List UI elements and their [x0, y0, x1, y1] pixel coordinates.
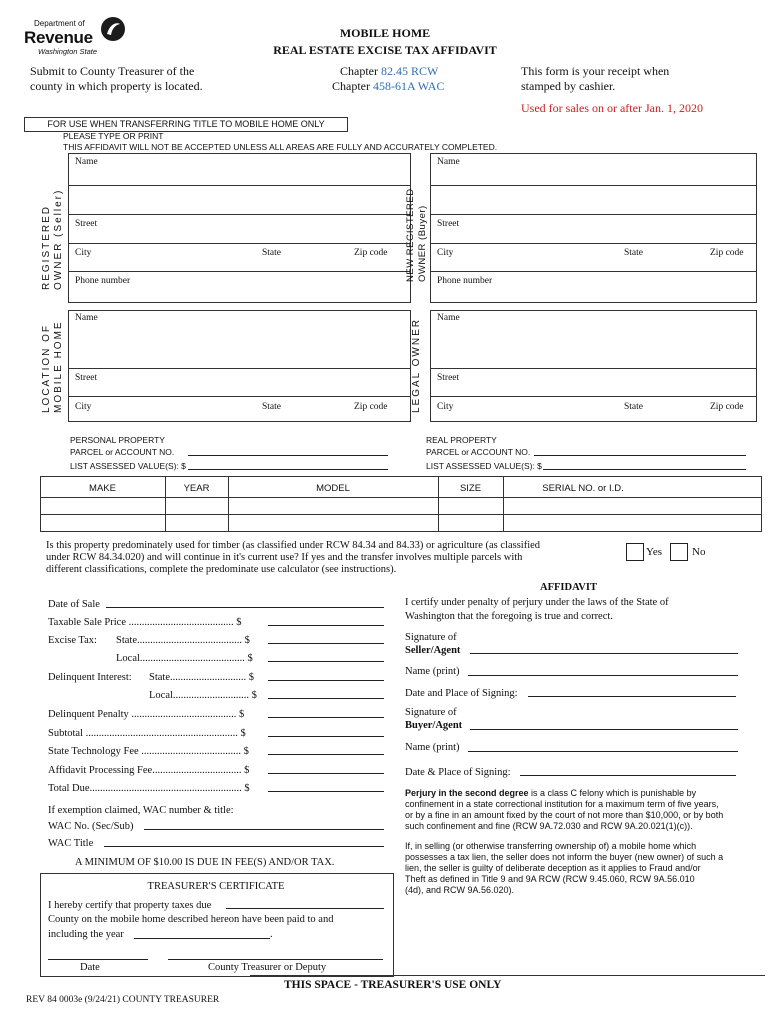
delinquent-state-input[interactable] [268, 680, 384, 681]
exemption-label: If exemption claimed, WAC number & title: [48, 805, 234, 816]
treasurer-line-2: County on the mobile home described hereon have been paid to and [48, 914, 334, 925]
buyer-name-print-input[interactable] [468, 751, 738, 752]
seller-name-label: Name [75, 157, 98, 167]
logo-line-2: Revenue [24, 28, 93, 47]
real-parcel-label-2: PARCEL or ACCOUNT NO. [426, 447, 531, 457]
buyer-section-label [405, 188, 429, 282]
wac-no-label: WAC No. (Sec/Sub) [48, 821, 134, 832]
treasurer-signature-input[interactable] [168, 959, 383, 960]
lien-line-1: If, in selling (or otherwise transferring ownership of) a mobile home which [405, 841, 697, 851]
logo-line-3: Washington State [38, 47, 98, 56]
processing-fee-input[interactable] [268, 773, 384, 774]
delinquent-penalty-label: Delinquent Penalty ........................................ $ [48, 709, 245, 720]
buyer-rule [430, 185, 757, 186]
timber-question-3: different classifications, complete the predominate use calculator (see instructions). [46, 564, 397, 575]
timber-yes-label: Yes [646, 546, 663, 558]
location-label-line-2: MOBILE HOME [53, 320, 64, 413]
excise-tax-label: Excise Tax: [48, 635, 97, 646]
logo-line-1: Department of [34, 19, 85, 28]
real-assessed-input[interactable] [543, 469, 746, 470]
perjury-rest: is a class C felony which is punishable by [528, 788, 697, 798]
buyer-agent-label: Buyer/Agent [405, 720, 463, 731]
perjury-line-3: or by a fine in an amount fixed by the court of not more than $10,000, or by both [405, 810, 724, 820]
location-label-line-1: LOCATION OF [41, 323, 52, 413]
buyer-date-place-label: Date & Place of Signing: [405, 767, 511, 778]
buyer-name-label: Name [437, 157, 460, 167]
date-of-sale-label: Date of Sale [48, 599, 100, 610]
excise-local-label: Local........................................ $ [116, 653, 253, 664]
wac-title-label: WAC Title [48, 838, 94, 849]
tech-fee-label: State Technology Fee ...................................... $ [48, 746, 249, 757]
subtotal-label: Subtotal .......................................................... $ [48, 728, 246, 739]
chapter-link-rcw[interactable]: 82.45 RCW [381, 64, 439, 78]
legal-rule [430, 368, 757, 369]
seller-agent-label: Seller/Agent [405, 645, 461, 656]
location-section-label [41, 320, 65, 413]
table-header-model: MODEL [316, 483, 350, 494]
affidavit-certify-2: Washington that the foregoing is true and correct. [405, 611, 613, 622]
buyer-phone-label: Phone number [437, 276, 493, 286]
table-header-size: SIZE [459, 483, 482, 494]
timber-yes-checkbox[interactable] [626, 543, 644, 561]
buyer-signature-input[interactable] [470, 729, 738, 730]
real-parcel-input[interactable] [534, 455, 746, 456]
processing-fee-label: Affidavit Processing Fee.................................. $ [48, 765, 250, 776]
seller-label-line-1: REGISTERED [41, 204, 52, 290]
seller-section-label [41, 189, 65, 290]
type-print-text: PLEASE TYPE OR PRINT [63, 131, 164, 141]
personal-assessed-input[interactable] [188, 469, 388, 470]
page-title-2: REAL ESTATE EXCISE TAX AFFIDAVIT [273, 43, 497, 57]
buyer-state-label: State [624, 248, 643, 258]
delinquent-local-input[interactable] [268, 698, 384, 699]
buyer-zip-label: Zip code [710, 248, 744, 258]
location-street-label: Street [75, 373, 98, 383]
taxable-price-label: Taxable Sale Price ........................................ $ [48, 617, 242, 628]
chapter-line-2 [332, 79, 444, 94]
seller-phone-label: Phone number [75, 276, 131, 286]
treasurer-date-input[interactable] [48, 959, 148, 960]
total-due-label: Total Due.......................................................... $ [48, 783, 250, 794]
seller-rule [68, 271, 411, 272]
seller-sig-of-label: Signature of [405, 632, 457, 643]
use-when-text: FOR USE WHEN TRANSFERRING TITLE TO MOBILE HOME ONLY [47, 119, 325, 129]
date-of-sale-input[interactable] [106, 607, 384, 608]
seller-city-label: City [75, 248, 92, 258]
delinquent-local-label: Local............................. $ [149, 690, 257, 701]
perjury-bold: Perjury in the second degree [405, 788, 529, 798]
buyer-street-label: Street [437, 219, 460, 229]
location-zip-label: Zip code [354, 402, 388, 412]
minimum-fee-notice: A MINIMUM OF $10.00 IS DUE IN FEE(S) AND/OR TAX. [75, 857, 335, 868]
seller-name-print-label: Name (print) [405, 666, 460, 677]
delinquent-interest-label: Delinquent Interest: [48, 672, 132, 683]
excise-local-input[interactable] [268, 661, 384, 662]
treasurer-deputy-label: County Treasurer or Deputy [208, 962, 327, 973]
tech-fee-input[interactable] [268, 754, 384, 755]
location-city-label: City [75, 402, 92, 412]
chapter-label: Chapter [340, 64, 378, 78]
timber-no-checkbox[interactable] [670, 543, 688, 561]
seller-rule [68, 185, 411, 186]
buyer-rule [430, 271, 757, 272]
legal-rule [430, 396, 757, 397]
perjury-line-2: confinement in a state correctional institution for a maximum term of five years, [405, 799, 719, 809]
treasurer-use-rule [250, 975, 765, 976]
legal-owner-section-label [411, 318, 423, 413]
delinquent-penalty-input[interactable] [268, 717, 384, 718]
timber-no-label: No [692, 546, 706, 558]
buyer-sig-of-label: Signature of [405, 707, 457, 718]
taxable-price-input[interactable] [268, 625, 384, 626]
timber-question-1: Is this property predominately used for timber (as classified under RCW 84.34 and 84.33) or agriculture (as classified [46, 540, 541, 551]
table-header-rule [40, 497, 762, 498]
treasurer-line-3: including the year [48, 929, 124, 940]
page-title-1: MOBILE HOME [339, 26, 431, 40]
seller-state-label: State [262, 248, 281, 258]
treasurer-year-input[interactable] [134, 938, 270, 939]
subtotal-input[interactable] [268, 736, 384, 737]
location-rule [68, 368, 411, 369]
personal-parcel-label-1: PERSONAL PROPERTY [70, 435, 165, 445]
perjury-line-1 [405, 788, 696, 798]
delinquent-state-label: State............................. $ [149, 672, 254, 683]
legal-zip-label: Zip code [710, 402, 744, 412]
seller-date-place-label: Date and Place of Signing: [405, 688, 518, 699]
buyer-date-place-input[interactable] [520, 775, 736, 776]
seller-rule [68, 243, 411, 244]
submit-text-1: Submit to County Treasurer of the [30, 64, 195, 78]
buyer-label-line-2: OWNER (Buyer) [417, 205, 428, 282]
location-name-label: Name [75, 313, 98, 323]
buyer-rule [430, 243, 757, 244]
seller-label-line-2: OWNER (Seller) [53, 188, 64, 290]
total-due-input[interactable] [268, 791, 384, 792]
seller-signature-input[interactable] [470, 653, 738, 654]
lien-line-4: Theft as defined in Title 9 and 9A RCW (RCW 9.45.060, RCW 9A.56.010 [405, 874, 695, 884]
treasurer-use-text: THIS SPACE - TREASURER'S USE ONLY [284, 979, 502, 991]
legal-state-label: State [624, 402, 643, 412]
personal-parcel-label-2: PARCEL or ACCOUNT NO. [70, 447, 175, 457]
chapter-link-wac[interactable]: 458-61A WAC [373, 79, 445, 93]
affidavit-heading: AFFIDAVIT [540, 582, 597, 593]
treasurer-period: . [270, 929, 273, 940]
perjury-line-4: such confinement and fine (RCW 9A.72.030 and RCW 9A.20.021(1)(c)). [405, 821, 693, 831]
submit-text-2: county in which property is located. [30, 79, 203, 93]
wac-no-input[interactable] [144, 829, 384, 830]
receipt-text-1: This form is your receipt when [521, 64, 670, 78]
table-row-rule [40, 514, 762, 515]
table-header-make: MAKE [89, 483, 116, 494]
location-state-label: State [262, 402, 281, 412]
chapter-label: Chapter [332, 79, 370, 93]
legal-owner-label: LEGAL OWNER [411, 318, 422, 413]
receipt-text-2: stamped by cashier. [521, 79, 616, 93]
timber-question-2: under RCW 84.34.020) and will continue in it's current use? If yes and the transfer involves multiple parcels with [46, 552, 523, 563]
table-header-serial: SERIAL NO. or I.D. [542, 483, 624, 494]
wac-title-input[interactable] [104, 846, 384, 847]
affidavit-certify-1: I certify under penalty of perjury under the laws of the State of [405, 597, 669, 608]
buyer-label-line-1: NEW REGISTERED [405, 188, 416, 282]
seller-zip-label: Zip code [354, 248, 388, 258]
chapter-line-1 [340, 64, 438, 79]
buyer-name-print-label: Name (print) [405, 742, 460, 753]
real-assessed-label: LIST ASSESSED VALUE(S): $ [426, 461, 542, 471]
seller-street-label: Street [75, 219, 98, 229]
excise-state-input[interactable] [268, 643, 384, 644]
treasurer-line-1: I hereby certify that property taxes due [48, 900, 212, 911]
treasurer-heading: TREASURER'S CERTIFICATE [147, 881, 285, 892]
not-accepted-text: THIS AFFIDAVIT WILL NOT BE ACCEPTED UNLESS ALL AREAS ARE FULLY AND ACCURATELY COMPLETED. [63, 142, 498, 152]
buyer-city-label: City [437, 248, 454, 258]
form-number: REV 84 0003e (9/24/21) COUNTY TREASURER [26, 995, 220, 1005]
used-for-text: Used for sales on or after Jan. 1, 2020 [521, 101, 703, 115]
legal-owner-block [430, 310, 757, 422]
real-parcel-label-1: REAL PROPERTY [426, 435, 497, 445]
seller-rule [68, 214, 411, 215]
lien-line-3: lien, the seller is guilty of deliberate deception as it applies to Fraud and/or [405, 863, 701, 873]
personal-parcel-input[interactable] [188, 455, 388, 456]
legal-street-label: Street [437, 373, 460, 383]
use-when-banner [24, 117, 348, 132]
treasurer-county-input[interactable] [226, 908, 384, 909]
table-header-year: YEAR [183, 483, 210, 494]
personal-assessed-label: LIST ASSESSED VALUE(S): $ [70, 461, 186, 471]
excise-state-label: State........................................ $ [116, 635, 250, 646]
location-rule [68, 396, 411, 397]
treasurer-date-label: Date [80, 962, 100, 973]
buyer-rule [430, 214, 757, 215]
lien-line-5: (4d), and RCW 9A.56.020). [405, 885, 515, 895]
legal-city-label: City [437, 402, 454, 412]
seller-name-print-input[interactable] [468, 675, 738, 676]
legal-name-label: Name [437, 313, 460, 323]
seller-date-place-input[interactable] [528, 696, 736, 697]
lien-line-2: possesses a tax lien, the seller does not inform the buyer (new owner) of such a [405, 852, 724, 862]
